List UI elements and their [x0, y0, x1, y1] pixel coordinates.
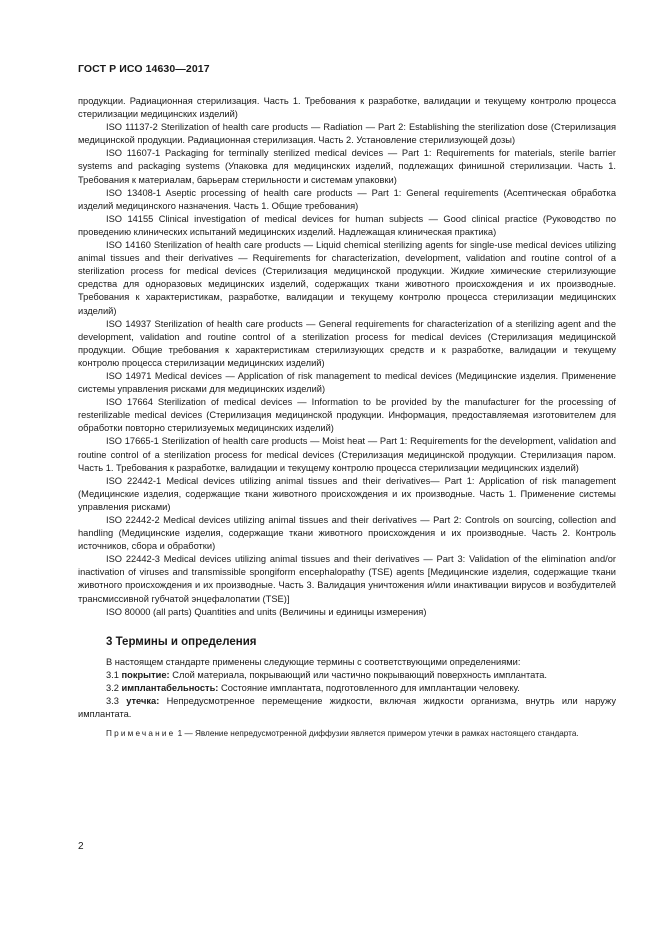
reference-item: ISO 22442-2 Medical devices utilizing animal tissues and their derivatives — Part 2: Controls on sourcing, collection and handling (Медицинские изделия, содержащие ткани животного происхождения и их производные. Часть 2. Контроль источников, сбора и обработки) [78, 515, 616, 552]
term-number: 3.2 [106, 683, 119, 694]
reference-item: ISO 17665-1 Sterilization of health care products — Moist heat — Part 1: Requirements for the development, validation and routine control of a sterilization process for medical devices (Стерилизация медицинской продукции. Стерилизация паром. Часть 1. Требования к разработке, валидации и текущему контролю процесса стерилизации медицинских изделий) [78, 436, 616, 473]
term-number: 3.3 [106, 696, 119, 707]
note-number: 1 [177, 729, 183, 739]
section-intro: В настоящем стандарте применены следующие термины с соответствующими определениями: [106, 656, 521, 667]
section-title: 3 Термины и определения [106, 635, 257, 648]
reference-item: ISO 17664 Sterilization of medical devices — Information to be provided by the manufacturer for the processing of resterilizable medical devices (Стерилизация медицинской продукции. Информация, предоставляемая изготовителем для обработки повторно стерилизуемых медицинских изделий) [78, 397, 616, 434]
reference-item: ISO 80000 (all parts) Quantities and units (Величины и единицы измерения) [106, 606, 427, 617]
reference-item: продукции. Радиационная стерилизация. Часть 1. Требования к разработке, валидации и текущему контролю процесса стерилизации медицинских изделий) [78, 96, 616, 120]
term-number: 3.1 [106, 669, 119, 680]
note [78, 728, 616, 740]
document-body [78, 95, 616, 740]
reference-item: ISO 11137-2 Sterilization of health care products — Radiation — Part 2: Establishing the sterilization dose (Стерилизация медицинской продукции. Радиационная стерилизация. Часть 2. Установление стерилизующей дозы) [78, 122, 616, 146]
term-text: Слой материала, покрывающий или частично покрывающий поверхность имплантата. [172, 669, 548, 680]
reference-item: ISO 14937 Sterilization of health care products — General requirements for characterization of a sterilizing agent and the development, validation and routine control of a sterilization process for medical devices (Стерилизация медицинской продукции. Общие требования к характеристикам стерилизующих средств и к разработке, валидации и текущему контролю процесса стерилизации медицинских изделий) [78, 318, 616, 368]
term-definition [78, 695, 616, 721]
term-text: Состояние имплантата, подготовленного для имплантации человеку. [221, 683, 520, 694]
reference-item: ISO 14155 Clinical investigation of medical devices for human subjects — Good clinical practice (Руководство по проведению клинических испытаний медицинских изделий. Надлежащая клиническая практика) [78, 213, 616, 237]
reference-item: ISO 22442-3 Medical devices utilizing animal tissues and their derivatives — Part 3: Validation of the elimination and/or inactivation of viruses and transmissible spongiform encephalopathy (TSE) agents [Медицинские изделия, содержащие ткани животного происхождения и их производные. Часть 3. Валидация уничтожения и/или инактивации вирусов и возбудителей трансмиссивной губчатой энцефалопатии (TSE)] [78, 554, 616, 604]
reference-item: ISO 11607-1 Packaging for terminally sterilized medical devices — Part 1: Requirements for materials, sterile barrier systems and packaging systems (Упаковка для медицинских изделий, подлежащих финишной стерилизации. Часть 1. Требования к материалам, барьерам стерильности и системам упаковки) [78, 148, 616, 185]
reference-item: ISO 14971 Medical devices — Application of risk management to medical devices (Медицинские изделия. Применение системы управления рисками для медицинских изделий) [78, 370, 616, 395]
reference-item: ISO 22442-1 Medical devices utilizing animal tissues and their derivatives— Part 1: Application of risk management (Медицинские изделия, содержащие ткани животного происхождения и их производные. Часть 1. Применение системы управления рисками) [78, 475, 616, 512]
term-name: имплантабельность: [121, 683, 219, 694]
page-number: 2 [78, 841, 84, 852]
term-name: покрытие: [121, 669, 170, 680]
reference-item: ISO 14160 Sterilization of health care products — Liquid chemical sterilizing agents for single-use medical devices utilizing animal tissues and their derivatives — Requirements for characterization, development, validation and routine control of a sterilization process for medical devices (Стерилизация медицинской продукции. Жидкие химические стерилизующие средства для одноразовых медицинских изделий, содержащих ткани животного происхождения и их производные. Требования к характеристикам, разработке, валидации и текущему контролю процесса стерилизации медицинских изделий) [78, 240, 616, 316]
note-text: — Явление непредусмотренной диффузии является примером утечки в рамках настоящего стандарта. [184, 729, 579, 739]
term-definition [78, 682, 616, 695]
reference-item: ISO 13408-1 Aseptic processing of health care products — Part 1: General requirements (Асептическая обработка изделий медицинского назначения. Часть 1. Общие требования) [78, 187, 616, 211]
term-name: утечка: [126, 696, 160, 707]
document-header: ГОСТ Р ИСО 14630—2017 [78, 63, 210, 75]
note-label: Примечание [106, 729, 176, 739]
term-definition [78, 669, 616, 682]
term-text: Непредусмотренное перемещение жидкости, включая жидкости организма, внутрь или наружу имплантата. [78, 696, 616, 720]
